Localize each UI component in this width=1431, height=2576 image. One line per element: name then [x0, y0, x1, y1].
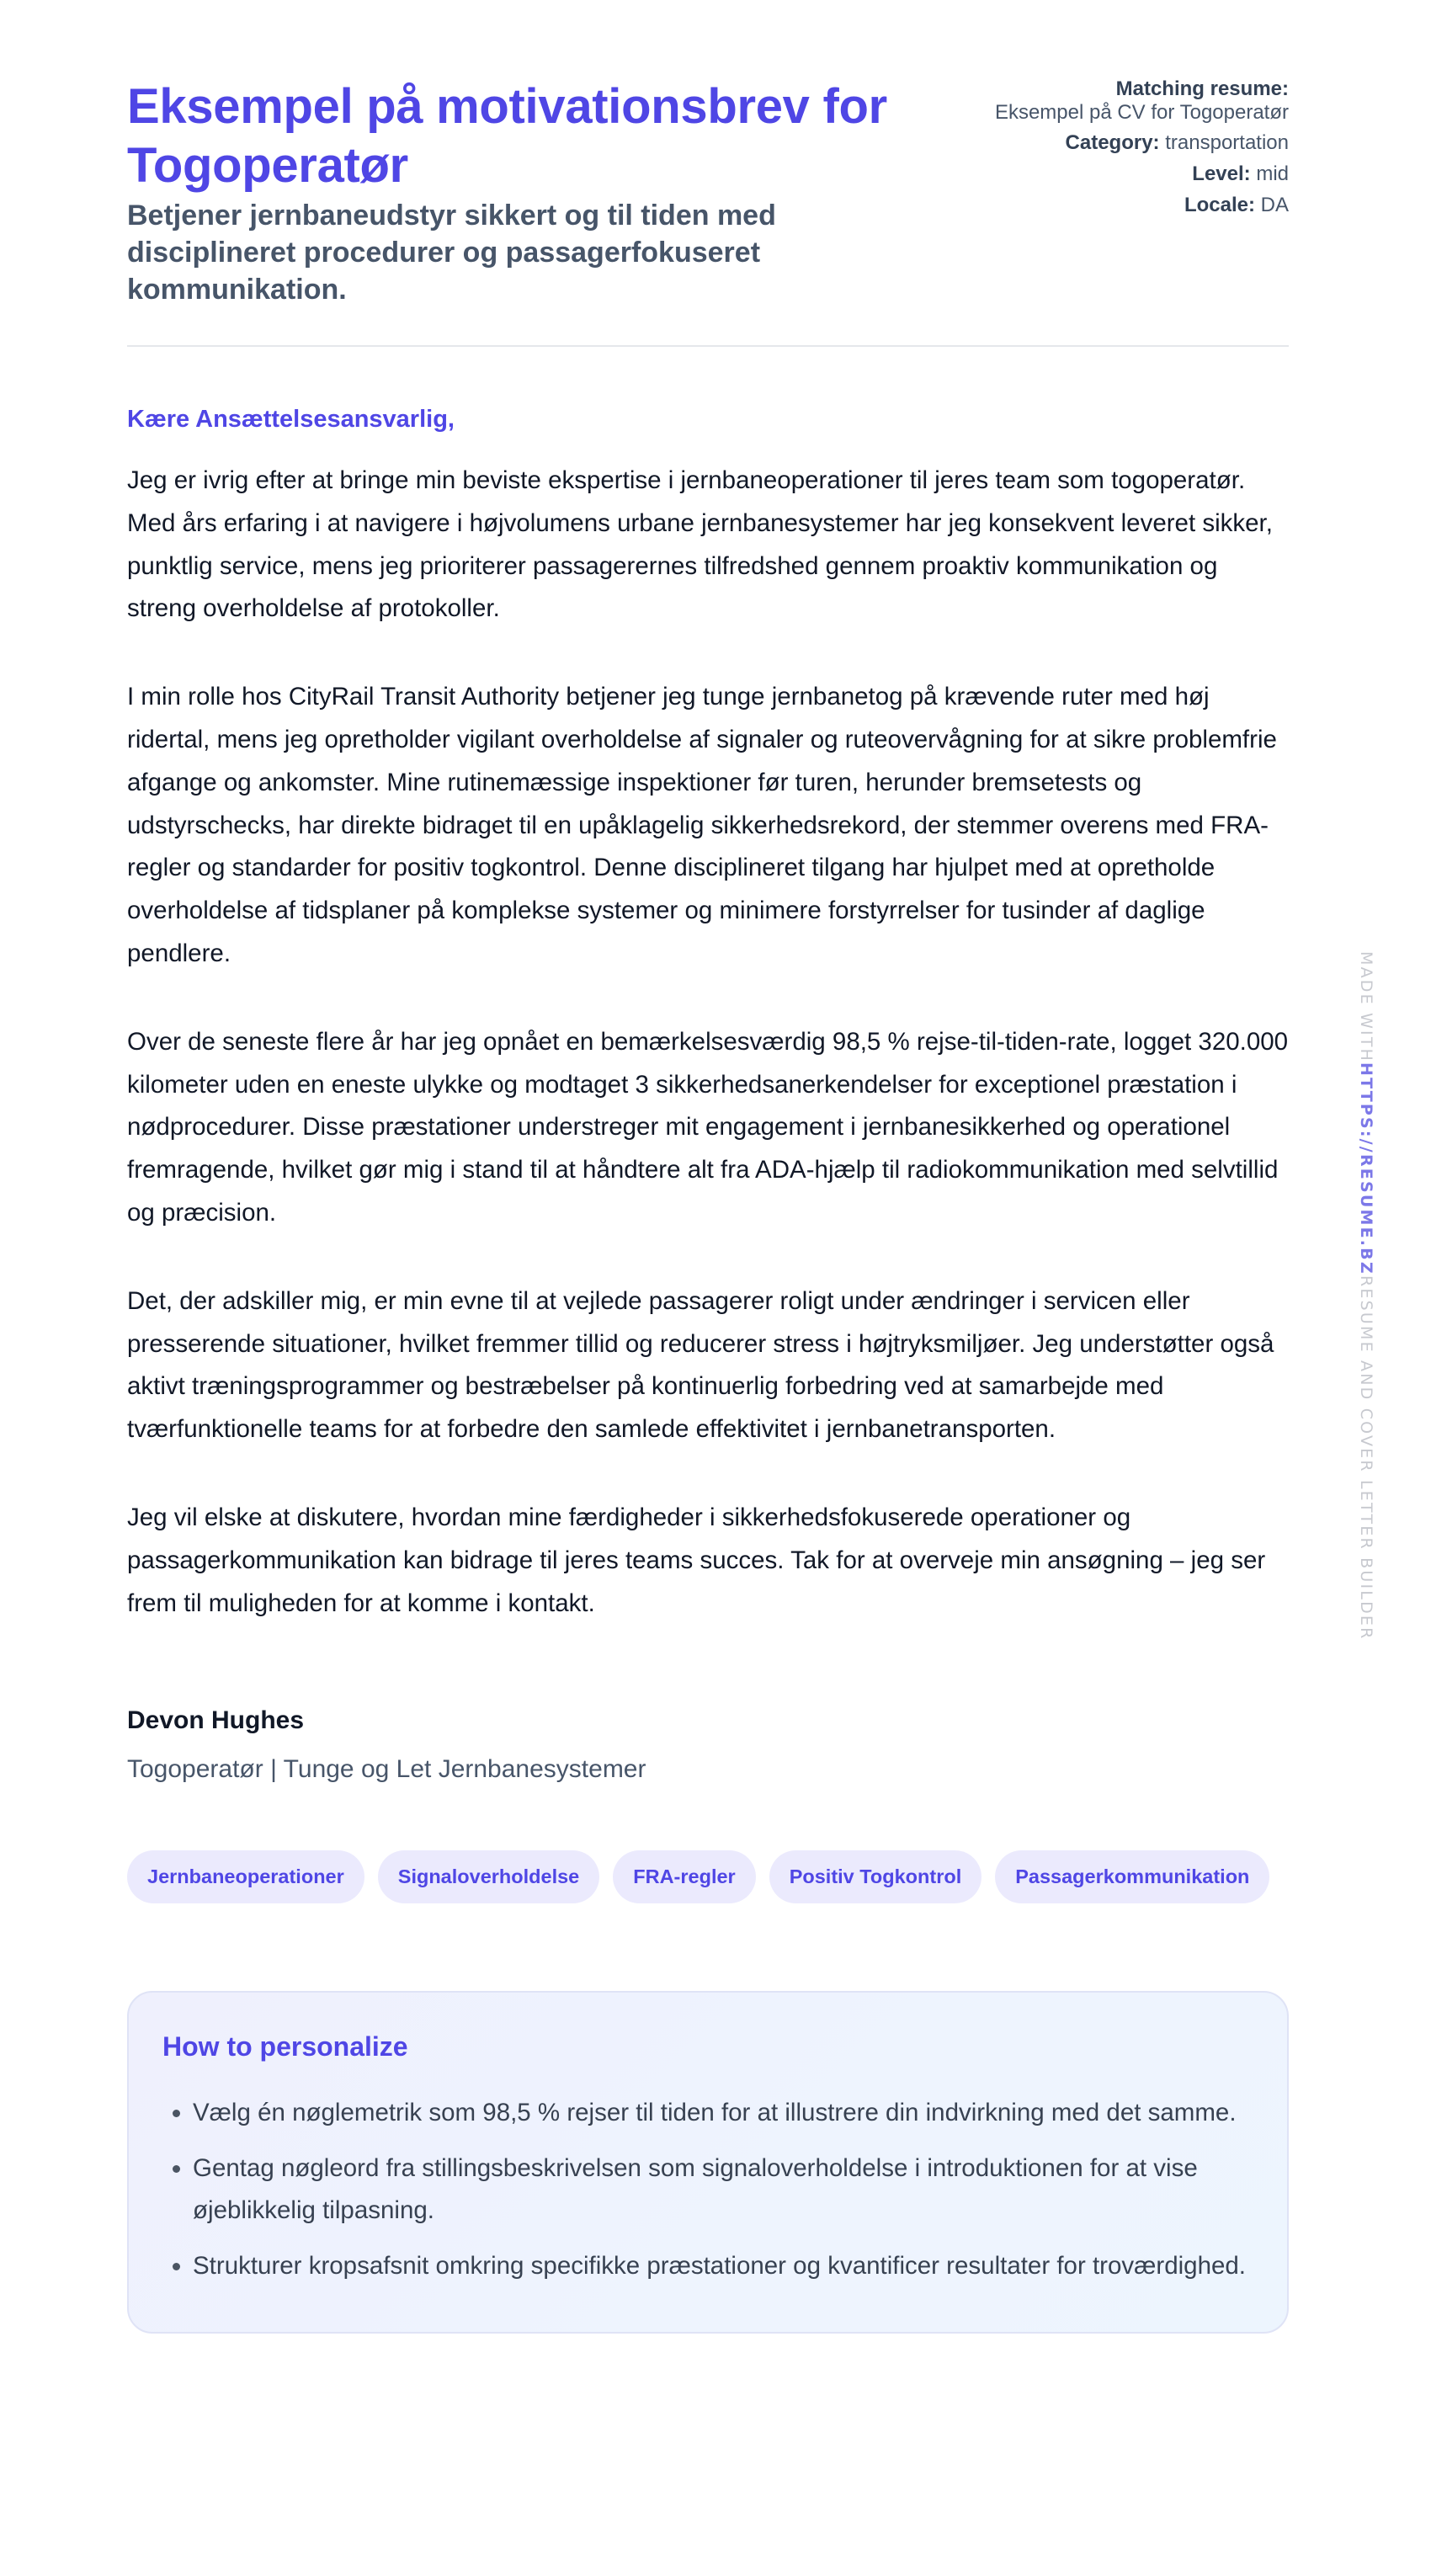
meta-panel: [986, 77, 1289, 225]
personalize-title: How to personalize: [162, 2031, 408, 2062]
meta-locale: [986, 194, 1289, 217]
meta-matching-resume: [986, 77, 1289, 125]
meta-category-label: Category:: [1065, 131, 1160, 154]
page-title: Eksempel på motivationsbrev for Togoperatør: [127, 79, 887, 193]
skill-tag[interactable]: Signaloverholdelse: [378, 1850, 599, 1903]
signature-role: Togoperatør | Tunge og Let Jernbanesystemer: [127, 1755, 646, 1784]
skill-tag[interactable]: Passagerkommunikation: [995, 1850, 1269, 1903]
meta-matching-resume-value[interactable]: Eksempel på CV for Togoperatør: [994, 101, 1289, 124]
watermark: [1357, 951, 1375, 1641]
meta-locale-value: DA: [1260, 194, 1289, 216]
skill-tag[interactable]: FRA-regler: [613, 1850, 755, 1903]
personalize-tips: [162, 2092, 1253, 2287]
meta-matching-resume-label: Matching resume:: [1115, 77, 1289, 100]
letter-body: [127, 404, 1289, 1785]
header-titles: [127, 77, 918, 308]
personalize-tip: • Vælg én nøglemetrik som 98,5 % rejser til tiden for at illustrere din indvirkning med det samme.: [193, 2092, 1253, 2135]
meta-level-value: mid: [1256, 162, 1289, 185]
letter-paragraph: Over de seneste flere år har jeg opnået en bemærkelsesværdig 98,5 % rejse-til-tiden-rate, logget 320.000 kilometer uden en eneste ulykke og modtaget 3 sikkerhedsanerkendelser for exceptionel præstation i nødprocedurer. Disse præstationer understreger mit engagement i jernbanesikkerhed og operationel fremragende, hvilket gør mig i stand til at håndtere alt fra ADA-hjælp til radiokommunikation med selvtillid og præcision.: [127, 1027, 1289, 1227]
meta-category-value: transportation: [1165, 131, 1289, 154]
personalize-tip: • Gentag nøgleord fra stillingsbeskrivelsen som signaloverholdelse i introduktionen for at vise øjeblikkelig tilpasning.: [193, 2148, 1253, 2233]
meta-category: [986, 131, 1289, 155]
personalize-tip: • Strukturer kropsafsnit omkring specifikke præstationer og kvantificer resultater for troværdighed.: [193, 2245, 1253, 2288]
skill-tag[interactable]: Jernbaneoperationer: [127, 1850, 364, 1903]
signature-name: Devon Hughes: [127, 1706, 305, 1735]
page-subtitle: Betjener jernbaneudstyr sikkert og til tiden med disciplineret procedurer og passagerfokuseret kommunikation.: [127, 200, 776, 306]
skill-tags: [127, 1850, 1289, 1903]
meta-level: [986, 162, 1289, 186]
letter-paragraph: I min rolle hos CityRail Transit Authority betjener jeg tunge jernbanetog på krævende ruter med høj ridertal, mens jeg opretholder vigilant overholdelse af signaler og ruteovervågning for at sikre problemfrie afgange og ankomster. Mine rutinemæssige inspektioner før turen, herunder bremsetests og udstyrschecks, har direkte bidraget til en upåklagelig sikkerhedsrekord, der stemmer overens med FRA-regler og standarder for positiv togkontrol. Denne disciplineret tilgang har hjulpet med at opretholde overholdelse af tidsplaner på komplekse systemer og minimere forstyrrelser for tusinder af daglige pendlere.: [127, 683, 1277, 967]
letter-greeting: Kære Ansættelsesansvarlig,: [127, 406, 455, 433]
header-divider: [127, 345, 1289, 347]
watermark-suffix: RESUME AND COVER LETTER BUILDER: [1357, 1275, 1375, 1641]
letter-paragraph: Jeg vil elske at diskutere, hvordan mine færdigheder i sikkerhedsfokuserede operationer og passagerkommunikation kan bidrage til jeres teams succes. Tak for at overveje min ansøgning – jeg ser frem til muligheden for at komme i kontakt.: [127, 1503, 1266, 1617]
watermark-link[interactable]: HTTPS://RESUME.BZ: [1357, 1062, 1375, 1275]
cover-letter-page: [127, 77, 1289, 2334]
page-header: [127, 77, 1289, 308]
watermark-prefix: MADE WITH: [1357, 951, 1375, 1063]
meta-locale-label: Locale:: [1184, 194, 1255, 216]
meta-level-label: Level:: [1192, 162, 1251, 185]
skill-tag[interactable]: Positiv Togkontrol: [769, 1850, 982, 1903]
letter-paragraph: Det, der adskiller mig, er min evne til at vejlede passagerer roligt under ændringer i servicen eller presserende situationer, hvilket fremmer tillid og reducerer stress i højtryksmiljøer. Jeg understøtter også aktivt træningsprogrammer og bestræbelser på kontinuerlig forbedring ved at samarbejde med tværfunktionelle teams for at forbedre den samlede effektivitet i jernbanetransporten.: [127, 1286, 1274, 1444]
personalize-card: [127, 1991, 1289, 2334]
letter-paragraph: Jeg er ivrig efter at bringe min beviste ekspertise i jernbaneoperationer til jeres team som togoperatør. Med års erfaring i at navigere i højvolumens urbane jernbanesystemer har jeg konsekvent leveret sikker, punktlig service, mens jeg prioriterer passagerernes tilfredshed gennem proaktiv kommunikation og streng overholdelse af protokoller.: [127, 466, 1273, 623]
